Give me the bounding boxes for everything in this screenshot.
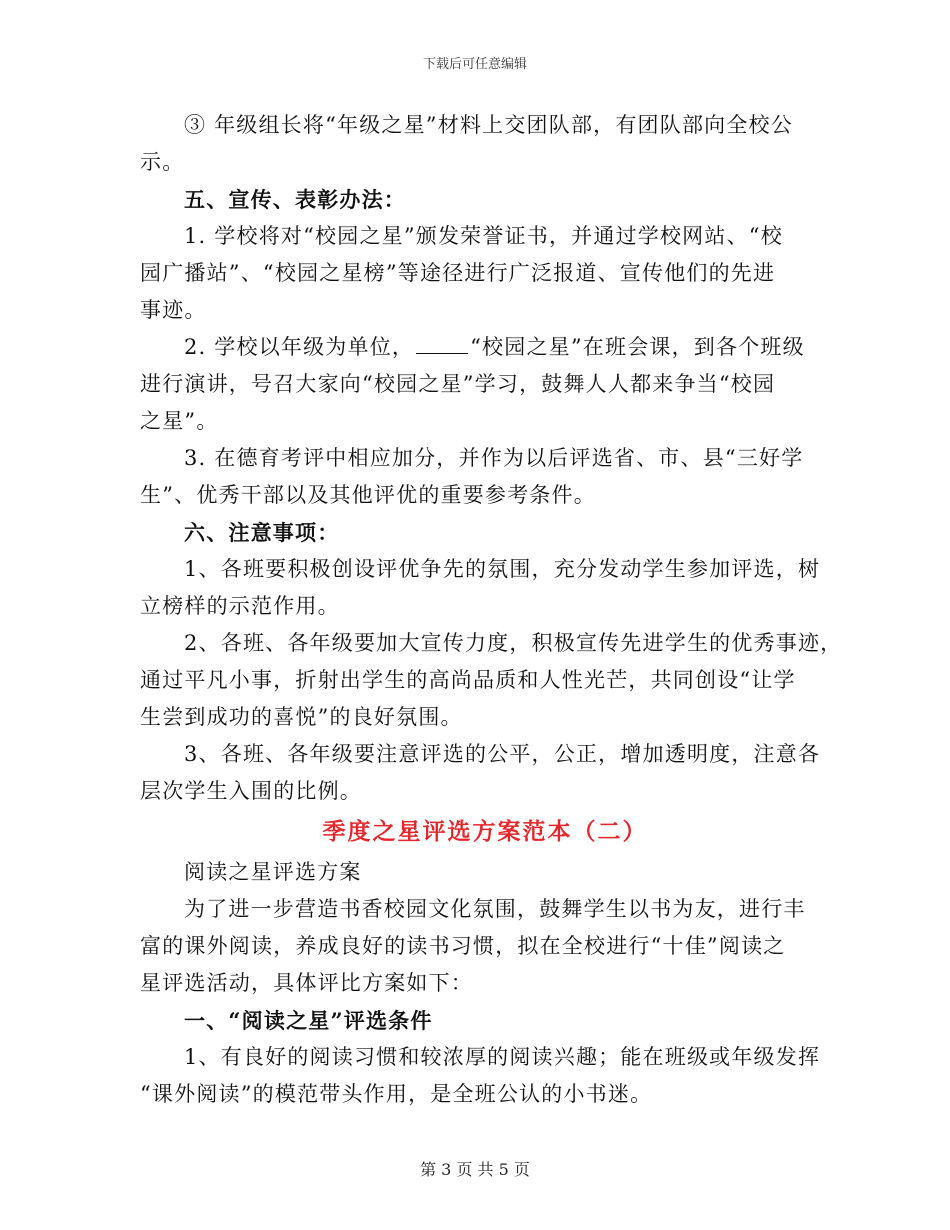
paragraph: 1、有良好的阅读习惯和较浓厚的阅读兴趣；能在班级或年级发挥 [184,1045,821,1069]
paragraph: 3、各班、各年级要注意评选的公平，公正，增加透明度，注意各 [184,742,821,766]
paragraph-cont: 层次学生入围的比例。 [140,779,362,803]
paragraph-cont: 之星”。 [140,409,219,433]
paragraph-cont: 立榜样的示范作用。 [140,594,340,618]
section-heading-6: 六、注意事项： [184,520,340,545]
paragraph: ③ 年级组长将“年级之星”材料上交团队部，有团队部向全校公 [184,113,793,137]
paragraph: 1、各班要积极创设评优争先的氛围，充分发动学生参加评选，树 [184,557,821,581]
paragraph-cont: 进行演讲，号召大家向“校园之星”学习，鼓舞人人都来争当“校园 [140,372,776,396]
paragraph-cont: 星评选活动，具体评比方案如下： [140,971,473,995]
paragraph-cont: 富的课外阅读，养成良好的读书习惯，拟在全校进行“十佳”阅读之 [140,934,786,958]
paragraph: 1. 学校将对“校园之星”颁发荣誉证书，并通过学校网站、“校 [184,224,783,248]
document-title: 季度之星评选方案范本（二） [322,818,648,845]
fill-blank [416,333,468,354]
paragraph-cont: “课外阅读”的模范带头作用，是全班公认的小书迷。 [140,1082,653,1106]
paragraph-cont: 园广播站”、“校园之星榜”等途径进行广泛报道、宣传他们的先进 [140,261,776,285]
text-segment: “校园之星”在班会课，到各个班级 [470,335,805,359]
paragraph: 2、各班、各年级要加大宣传力度，积极宣传先进学生的优秀事迹， [184,631,843,655]
paragraph: 为了进一步营造书香校园文化氛围，鼓舞学生以书为友，进行丰 [184,897,806,921]
paragraph: 3. 在德育考评中相应加分，并作为以后评选省、市、县“三好学 [184,446,804,470]
paragraph-cont: 通过平凡小事，折射出学生的高尚品质和人性光芒，共同创设“让学 [140,668,796,692]
subtitle: 阅读之星评选方案 [184,860,362,884]
paragraph-with-blank [140,329,830,366]
section-heading-1: 一、“阅读之星”评选条件 [184,1008,433,1033]
section-heading-5: 五、宣传、表彰办法： [184,187,406,212]
page-header: 下载后可任意编辑 [422,57,527,72]
page-footer: 第 3 页 共 5 页 [420,1160,530,1179]
paragraph-cont: 生尝到成功的喜悦”的良好氛围。 [140,705,463,729]
text-segment: 2. 学校以年级为单位， [184,335,415,359]
paragraph-cont: 生”、优秀干部以及其他评优的重要参考条件。 [140,483,596,507]
paragraph-cont: 事迹。 [140,298,207,322]
document-body [140,107,843,1113]
paragraph-cont: 示。 [140,150,185,174]
